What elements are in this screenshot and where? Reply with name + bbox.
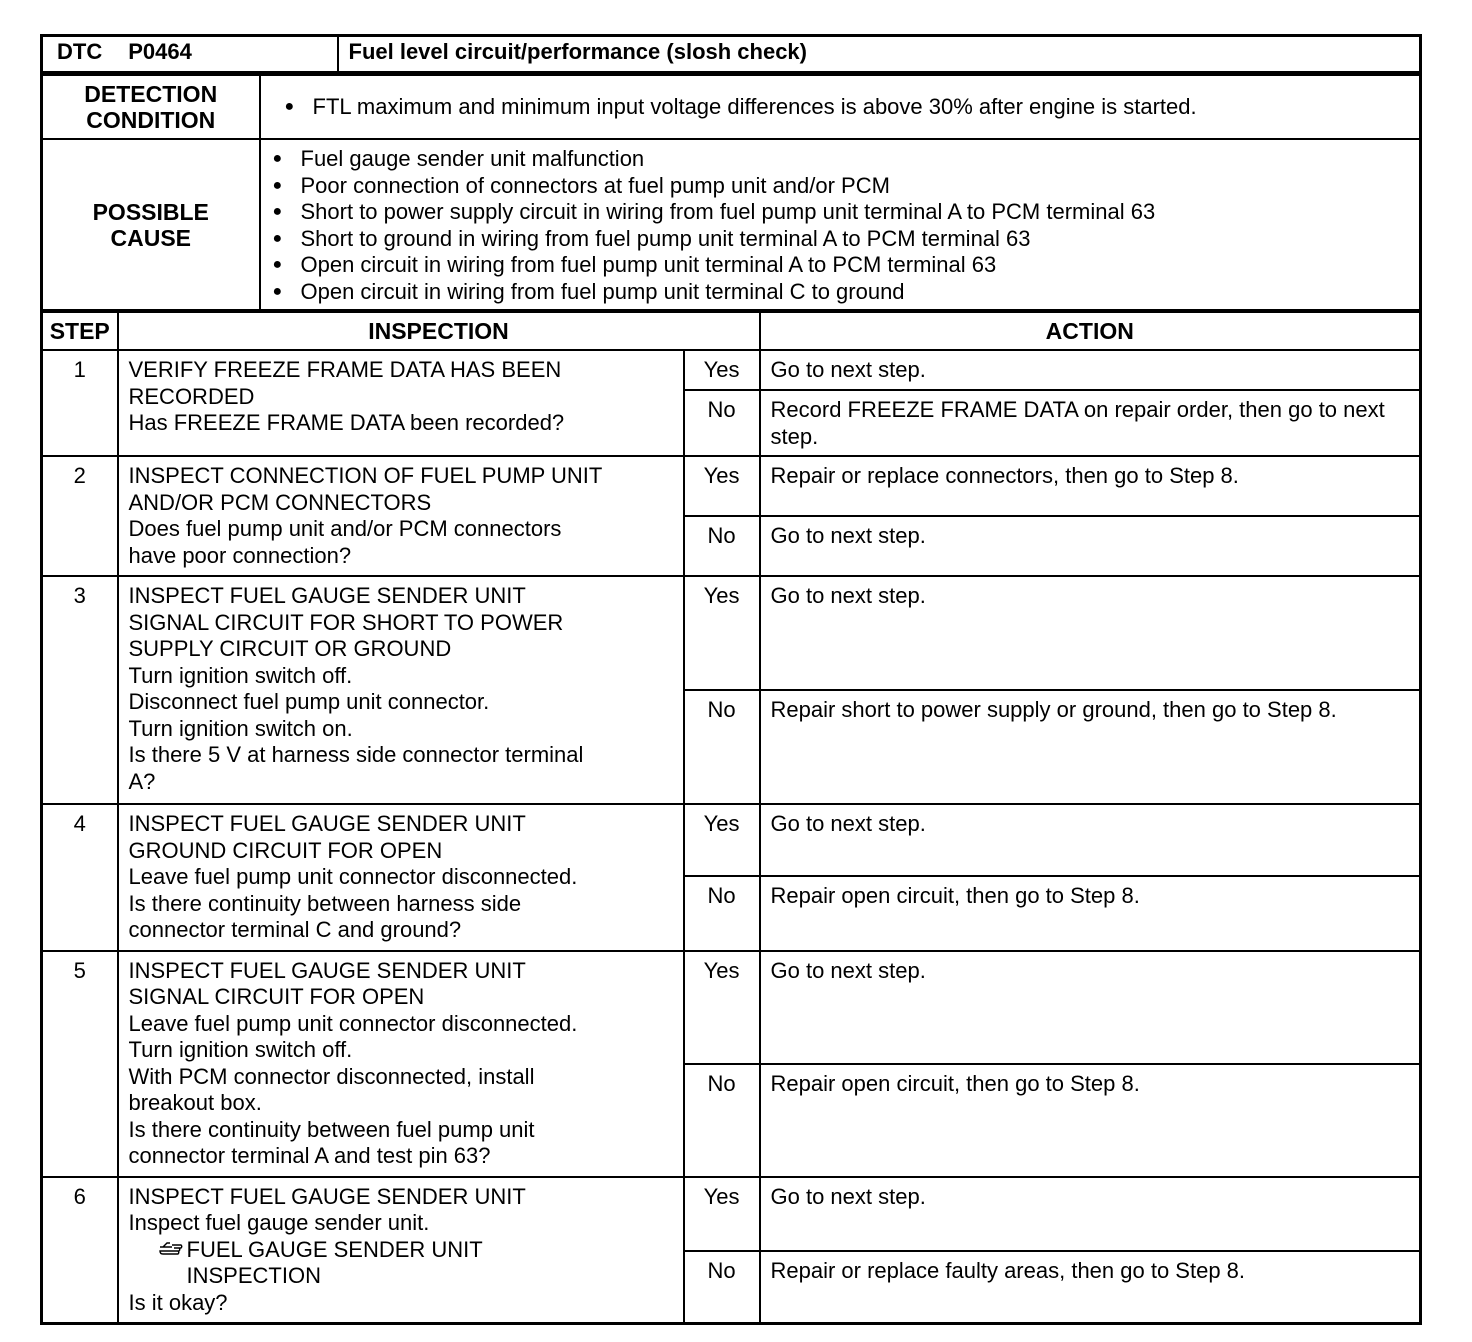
step-row — [42, 576, 1421, 690]
step-inspection: INSPECT FUEL GAUGE SENDER UNIT GROUND CIRCUIT FOR OPEN Leave fuel pump unit connector disconnected. Is there continuity between harness side connector terminal C and ground? — [118, 804, 684, 951]
no-action: Record FREEZE FRAME DATA on repair order, then go to next step. — [760, 390, 1421, 456]
step-inspection: INSPECT FUEL GAUGE SENDER UNIT SIGNAL CIRCUIT FOR SHORT TO POWER SUPPLY CIRCUIT OR GROUND Turn ignition switch off. Disconnect fuel pump unit connector. Turn ignition switch on. Is there 5 V at harness side connector terminal A? — [118, 576, 684, 804]
detection-item: ● FTL maximum and minimum input voltage differences is above 30% after engine is started. — [285, 94, 1420, 121]
dtc-title: Fuel level circuit/performance (slosh check) — [338, 36, 1421, 73]
dtc-header-table — [40, 34, 1422, 74]
col-action: ACTION — [760, 312, 1421, 350]
cause-item: ● Open circuit in wiring from fuel pump unit terminal A to PCM terminal 63 — [273, 252, 1420, 279]
no-action: Go to next step. — [760, 516, 1421, 576]
step-inspection: INSPECT FUEL GAUGE SENDER UNIT SIGNAL CIRCUIT FOR OPEN Leave fuel pump unit connector disconnected. Turn ignition switch off. With PCM connector disconnected, install breakout box. Is there continuity between fuel pump unit connector terminal A and test pin 63? — [118, 951, 684, 1177]
col-inspection: INSPECTION — [118, 312, 760, 350]
step-number: 3 — [42, 576, 118, 804]
step-number: 6 — [42, 1177, 118, 1324]
yes-action: Repair or replace connectors, then go to Step 8. — [760, 456, 1421, 516]
pointing-hand-icon — [159, 1237, 187, 1264]
step-row — [42, 456, 1421, 516]
step-row — [42, 350, 1421, 390]
cause-item: ● Fuel gauge sender unit malfunction — [273, 146, 1420, 173]
possible-cause-label: POSSIBLE CAUSE — [42, 139, 260, 310]
cause-item: ● Short to ground in wiring from fuel pump unit terminal A to PCM terminal 63 — [273, 226, 1420, 253]
reference-link[interactable]: FUEL GAUGE SENDER UNIT INSPECTION — [129, 1237, 673, 1290]
cause-item: ● Open circuit in wiring from fuel pump unit terminal C to ground — [273, 279, 1420, 306]
step-number: 2 — [42, 456, 118, 576]
condition-table — [40, 74, 1422, 311]
yes-label: Yes — [684, 951, 760, 1064]
col-step: STEP — [42, 312, 118, 350]
yes-label: Yes — [684, 350, 760, 390]
dtc-label: DTC — [57, 39, 103, 64]
step-inspection: INSPECT FUEL GAUGE SENDER UNIT Inspect fuel gauge sender unit. FUEL GAUGE SENDER UNIT INSPECTION Is it okay? — [118, 1177, 684, 1324]
dtc-page — [40, 34, 1422, 1325]
step-number: 4 — [42, 804, 118, 951]
yes-action: Go to next step. — [760, 951, 1421, 1064]
yes-action: Go to next step. — [760, 1177, 1421, 1251]
detection-condition-label: DETECTION CONDITION — [42, 75, 260, 139]
cause-item: ● Short to power supply circuit in wiring from fuel pump unit terminal A to PCM terminal 63 — [273, 199, 1420, 226]
yes-action: Go to next step. — [760, 576, 1421, 690]
dtc-code-cell — [42, 36, 338, 73]
no-action: Repair open circuit, then go to Step 8. — [760, 876, 1421, 950]
possible-cause-list — [260, 139, 1421, 310]
step-inspection: INSPECT CONNECTION OF FUEL PUMP UNIT AND/OR PCM CONNECTORS Does fuel pump unit and/or PCM connectors have poor connection? — [118, 456, 684, 576]
no-label: No — [684, 1251, 760, 1324]
no-action: Repair or replace faulty areas, then go to Step 8. — [760, 1251, 1421, 1324]
no-label: No — [684, 876, 760, 950]
dtc-code: P0464 — [128, 39, 192, 64]
yes-label: Yes — [684, 456, 760, 516]
yes-action: Go to next step. — [760, 350, 1421, 390]
no-label: No — [684, 516, 760, 576]
yes-action: Go to next step. — [760, 804, 1421, 876]
no-action: Repair open circuit, then go to Step 8. — [760, 1064, 1421, 1177]
no-label: No — [684, 690, 760, 804]
yes-label: Yes — [684, 804, 760, 876]
no-label: No — [684, 390, 760, 456]
yes-label: Yes — [684, 1177, 760, 1251]
step-row — [42, 951, 1421, 1064]
step-number: 5 — [42, 951, 118, 1177]
detection-condition — [260, 75, 1421, 139]
step-row — [42, 804, 1421, 876]
step-row — [42, 1177, 1421, 1251]
no-label: No — [684, 1064, 760, 1177]
no-action: Repair short to power supply or ground, then go to Step 8. — [760, 690, 1421, 804]
yes-label: Yes — [684, 576, 760, 690]
cause-item: ● Poor connection of connectors at fuel pump unit and/or PCM — [273, 173, 1420, 200]
step-number: 1 — [42, 350, 118, 456]
step-table — [40, 311, 1422, 1325]
step-inspection: VERIFY FREEZE FRAME DATA HAS BEEN RECORDED Has FREEZE FRAME DATA been recorded? — [118, 350, 684, 456]
